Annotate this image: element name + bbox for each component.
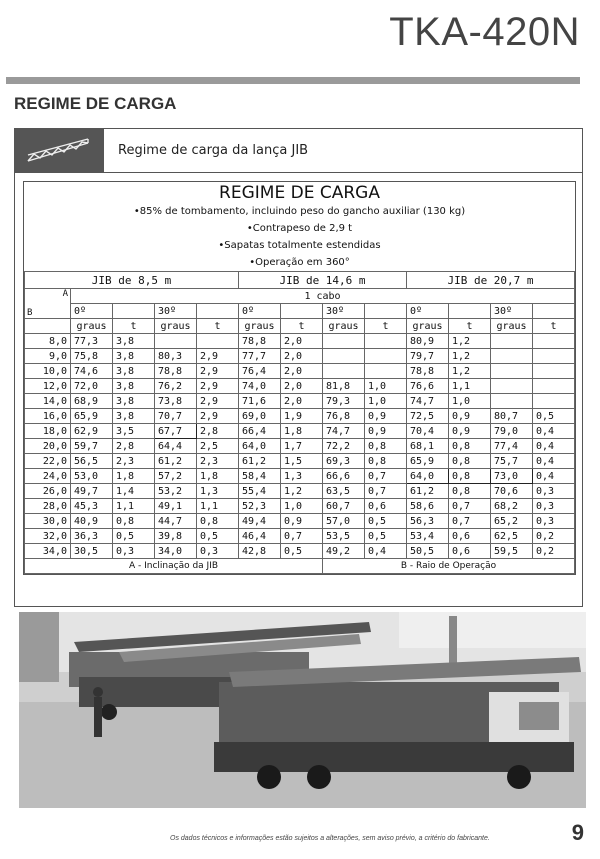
value-cell: 0,9 (449, 409, 491, 424)
section-title: REGIME DE CARGA (14, 94, 177, 113)
value-cell: 59,5 (491, 544, 533, 559)
value-cell: 39,8 (155, 529, 197, 544)
axis-corner-cell (25, 289, 71, 319)
value-cell: 52,3 (239, 499, 281, 514)
value-cell: 42,8 (239, 544, 281, 559)
angle-row (25, 304, 575, 319)
value-cell: 55,4 (239, 484, 281, 499)
value-cell: 77,7 (239, 349, 281, 364)
value-cell: 61,2 (407, 484, 449, 499)
value-cell: 1,1 (449, 379, 491, 394)
jib-icon (15, 129, 104, 172)
value-cell: 66,6 (323, 469, 365, 484)
unit-header: graus (407, 319, 449, 334)
value-cell: 2,9 (197, 364, 239, 379)
value-cell: 3,8 (113, 334, 155, 349)
value-cell: 0,8 (449, 439, 491, 454)
chart-heading: REGIME DE CARGA (219, 183, 380, 203)
value-cell: 2,8 (197, 424, 239, 439)
value-cell: 1,2 (449, 334, 491, 349)
unit-header: t (197, 319, 239, 334)
table-row (25, 484, 575, 499)
value-cell (323, 349, 365, 364)
panel-title: Regime de carga da lança JIB (118, 143, 309, 158)
radius-cell: 18,0 (25, 424, 71, 439)
value-cell (533, 334, 575, 349)
value-cell: 80,7 (491, 409, 533, 424)
value-cell: 59,7 (71, 439, 113, 454)
jib-header: JIB de 8,5 m (25, 272, 239, 289)
value-cell: 65,9 (407, 454, 449, 469)
unit-row (25, 319, 575, 334)
value-cell: 1,0 (365, 394, 407, 409)
value-cell: 74,0 (239, 379, 281, 394)
condition-line: •Operação em 360° (249, 257, 350, 268)
unit-header: graus (323, 319, 365, 334)
table-row (25, 364, 575, 379)
cabo-row (25, 289, 575, 304)
table-row (25, 349, 575, 364)
value-cell: 1,3 (281, 469, 323, 484)
value-cell: 0,4 (533, 424, 575, 439)
value-cell: 75,8 (71, 349, 113, 364)
value-cell: 0,9 (365, 409, 407, 424)
header-rule (6, 77, 580, 84)
value-cell (533, 394, 575, 409)
radius-cell: 32,0 (25, 529, 71, 544)
value-cell: 1,2 (281, 484, 323, 499)
value-cell: 64,4 (155, 439, 197, 454)
value-cell (197, 334, 239, 349)
value-cell: 58,6 (407, 499, 449, 514)
value-cell: 0,5 (281, 544, 323, 559)
value-cell: 2,9 (197, 349, 239, 364)
table-row (25, 394, 575, 409)
value-cell: 62,9 (71, 424, 113, 439)
value-cell: 0,6 (365, 499, 407, 514)
value-cell: 0,4 (533, 439, 575, 454)
unit-header: graus (239, 319, 281, 334)
value-cell: 49,7 (71, 484, 113, 499)
value-cell: 76,4 (239, 364, 281, 379)
value-cell: 1,8 (281, 424, 323, 439)
value-cell (491, 394, 533, 409)
jib-header: JIB de 20,7 m (407, 272, 575, 289)
value-cell: 40,9 (71, 514, 113, 529)
legend-a: A - Inclinação da JIB (25, 559, 323, 574)
value-cell: 58,4 (239, 469, 281, 484)
value-cell: 1,3 (197, 484, 239, 499)
value-cell: 0,8 (113, 514, 155, 529)
value-cell: 78,8 (407, 364, 449, 379)
value-cell: 0,7 (449, 514, 491, 529)
radius-cell: 20,0 (25, 439, 71, 454)
table-row (25, 424, 575, 439)
value-cell: 0,6 (449, 544, 491, 559)
value-cell: 0,5 (197, 529, 239, 544)
table-row (25, 469, 575, 484)
value-cell: 0,8 (365, 454, 407, 469)
value-cell: 69,3 (323, 454, 365, 469)
value-cell: 1,5 (281, 454, 323, 469)
load-chart (23, 181, 576, 575)
value-cell (365, 364, 407, 379)
value-cell: 0,9 (281, 514, 323, 529)
value-cell: 69,0 (239, 409, 281, 424)
value-cell: 0,8 (197, 514, 239, 529)
value-cell: 70,7 (155, 409, 197, 424)
value-cell: 0,7 (449, 499, 491, 514)
value-cell: 57,2 (155, 469, 197, 484)
value-cell: 0,9 (365, 424, 407, 439)
axis-b-label: B (27, 308, 33, 318)
table-row (25, 409, 575, 424)
value-cell: 44,7 (155, 514, 197, 529)
value-cell (323, 334, 365, 349)
value-cell: 62,5 (491, 529, 533, 544)
panel-header (15, 129, 582, 173)
value-cell: 0,3 (113, 544, 155, 559)
value-cell: 78,8 (155, 364, 197, 379)
page-number: 9 (571, 820, 584, 845)
unit-header: t (449, 319, 491, 334)
radius-cell: 10,0 (25, 364, 71, 379)
value-cell: 0,8 (449, 484, 491, 499)
value-cell: 77,3 (71, 334, 113, 349)
value-cell: 1,2 (449, 364, 491, 379)
radius-cell: 30,0 (25, 514, 71, 529)
value-cell: 2,3 (197, 454, 239, 469)
value-cell: 2,0 (281, 349, 323, 364)
legend-b: B - Raio de Operação (323, 559, 575, 574)
value-cell: 3,8 (113, 379, 155, 394)
value-cell: 0,5 (533, 409, 575, 424)
value-cell: 0,7 (365, 469, 407, 484)
legend-row (25, 559, 575, 574)
value-cell: 0,9 (449, 424, 491, 439)
value-cell: 68,1 (407, 439, 449, 454)
value-cell: 0,4 (533, 454, 575, 469)
value-cell: 2,0 (281, 334, 323, 349)
value-cell: 71,6 (239, 394, 281, 409)
value-cell: 3,8 (113, 409, 155, 424)
value-cell: 65,2 (491, 514, 533, 529)
angle-header: 30º (323, 304, 365, 319)
value-cell: 75,7 (491, 454, 533, 469)
angle-header: 0º (239, 304, 281, 319)
unit-header: t (533, 319, 575, 334)
value-cell: 68,9 (71, 394, 113, 409)
value-cell: 70,6 (491, 484, 533, 499)
value-cell (365, 334, 407, 349)
value-cell: 0,2 (533, 529, 575, 544)
value-cell: 1,9 (281, 409, 323, 424)
radius-cell: 34,0 (25, 544, 71, 559)
value-cell: 0,2 (533, 544, 575, 559)
value-cell: 0,5 (113, 529, 155, 544)
table-row (25, 439, 575, 454)
value-cell: 0,3 (533, 499, 575, 514)
angle-header: 0º (71, 304, 113, 319)
value-cell: 0,7 (281, 529, 323, 544)
table-row (25, 454, 575, 469)
value-cell: 1,2 (449, 349, 491, 364)
value-cell: 0,5 (365, 514, 407, 529)
value-cell: 1,8 (113, 469, 155, 484)
unit-header: t (365, 319, 407, 334)
value-cell: 74,7 (323, 424, 365, 439)
radius-cell: 8,0 (25, 334, 71, 349)
value-cell: 3,8 (113, 394, 155, 409)
value-cell: 45,3 (71, 499, 113, 514)
value-cell: 73,8 (155, 394, 197, 409)
value-cell: 1,0 (449, 394, 491, 409)
crane-photo (19, 612, 586, 808)
value-cell: 36,3 (71, 529, 113, 544)
table-row (25, 529, 575, 544)
value-cell (323, 364, 365, 379)
value-cell: 78,8 (239, 334, 281, 349)
value-cell: 1,0 (365, 379, 407, 394)
value-cell: 73,0 (491, 469, 533, 484)
value-cell: 79,3 (323, 394, 365, 409)
value-cell: 60,7 (323, 499, 365, 514)
value-cell: 3,5 (113, 424, 155, 439)
table-row (25, 499, 575, 514)
value-cell: 0,6 (449, 529, 491, 544)
value-cell: 0,8 (449, 454, 491, 469)
value-cell: 66,4 (239, 424, 281, 439)
value-cell: 2,9 (197, 394, 239, 409)
value-cell: 1,1 (197, 499, 239, 514)
angle-header: 30º (491, 304, 533, 319)
value-cell (491, 379, 533, 394)
table-row (25, 334, 575, 349)
value-cell: 1,8 (197, 469, 239, 484)
value-cell: 74,6 (71, 364, 113, 379)
value-cell: 63,5 (323, 484, 365, 499)
value-cell: 0,8 (365, 439, 407, 454)
radius-cell: 14,0 (25, 394, 71, 409)
radius-cell: 12,0 (25, 379, 71, 394)
model-title: TKA-420N (389, 10, 580, 54)
value-cell: 67,7 (155, 424, 197, 439)
unit-header: t (281, 319, 323, 334)
value-cell: 0,3 (533, 484, 575, 499)
angle-header: 30º (155, 304, 197, 319)
value-cell: 56,3 (407, 514, 449, 529)
load-table (24, 271, 575, 574)
condition-line: •85% de tombamento, incluindo peso do gancho auxiliar (130 kg) (133, 206, 466, 217)
value-cell: 34,0 (155, 544, 197, 559)
value-cell: 2,0 (281, 379, 323, 394)
value-cell: 2,5 (197, 439, 239, 454)
value-cell: 2,9 (197, 409, 239, 424)
value-cell: 0,7 (365, 484, 407, 499)
value-cell: 0,3 (533, 514, 575, 529)
value-cell: 64,0 (407, 469, 449, 484)
load-table-body (25, 334, 575, 559)
value-cell: 65,9 (71, 409, 113, 424)
value-cell: 61,2 (239, 454, 281, 469)
table-row (25, 514, 575, 529)
value-cell: 3,8 (113, 349, 155, 364)
value-cell: 46,4 (239, 529, 281, 544)
disclaimer: Os dados técnicos e informações estão sujeitos a alterações, sem aviso prévio, a critério do fabricante. (170, 835, 490, 842)
value-cell: 0,4 (365, 544, 407, 559)
value-cell: 1,1 (113, 499, 155, 514)
condition-line: •Sapatas totalmente estendidas (218, 240, 381, 251)
radius-cell: 26,0 (25, 484, 71, 499)
value-cell: 53,5 (323, 529, 365, 544)
value-cell: 2,8 (113, 439, 155, 454)
value-cell: 79,7 (407, 349, 449, 364)
unit-header: graus (491, 319, 533, 334)
radius-cell: 24,0 (25, 469, 71, 484)
value-cell: 72,5 (407, 409, 449, 424)
value-cell (533, 379, 575, 394)
jib-header-row (25, 272, 575, 289)
cabo-label: 1 cabo (71, 289, 575, 304)
value-cell: 49,2 (323, 544, 365, 559)
value-cell: 80,9 (407, 334, 449, 349)
value-cell: 1,0 (281, 499, 323, 514)
angle-header: 0º (407, 304, 449, 319)
value-cell: 30,5 (71, 544, 113, 559)
unit-header: graus (155, 319, 197, 334)
value-cell: 2,0 (281, 364, 323, 379)
value-cell (491, 364, 533, 379)
value-cell (491, 334, 533, 349)
table-row (25, 379, 575, 394)
radius-cell: 16,0 (25, 409, 71, 424)
value-cell: 68,2 (491, 499, 533, 514)
radius-cell: 9,0 (25, 349, 71, 364)
value-cell: 53,2 (155, 484, 197, 499)
value-cell: 0,4 (533, 469, 575, 484)
value-cell: 76,6 (407, 379, 449, 394)
value-cell: 0,5 (365, 529, 407, 544)
value-cell: 70,4 (407, 424, 449, 439)
radius-cell: 22,0 (25, 454, 71, 469)
value-cell: 64,0 (239, 439, 281, 454)
value-cell: 2,9 (197, 379, 239, 394)
value-cell: 61,2 (155, 454, 197, 469)
value-cell: 2,3 (113, 454, 155, 469)
value-cell: 50,5 (407, 544, 449, 559)
value-cell: 49,4 (239, 514, 281, 529)
load-chart-panel (14, 128, 583, 607)
value-cell: 49,1 (155, 499, 197, 514)
value-cell (365, 349, 407, 364)
value-cell: 3,8 (113, 364, 155, 379)
value-cell: 1,7 (281, 439, 323, 454)
condition-line: •Contrapeso de 2,9 t (246, 223, 353, 234)
value-cell: 57,0 (323, 514, 365, 529)
value-cell: 76,2 (155, 379, 197, 394)
axis-a-label: A (62, 289, 68, 299)
value-cell: 1,4 (113, 484, 155, 499)
value-cell: 77,4 (491, 439, 533, 454)
value-cell: 76,8 (323, 409, 365, 424)
value-cell: 80,3 (155, 349, 197, 364)
jib-header: JIB de 14,6 m (239, 272, 407, 289)
value-cell: 72,2 (323, 439, 365, 454)
value-cell: 53,4 (407, 529, 449, 544)
value-cell (533, 364, 575, 379)
value-cell: 53,0 (71, 469, 113, 484)
value-cell: 2,0 (281, 394, 323, 409)
value-cell (533, 349, 575, 364)
value-cell: 81,8 (323, 379, 365, 394)
unit-header: graus (71, 319, 113, 334)
value-cell (155, 334, 197, 349)
value-cell: 0,8 (449, 469, 491, 484)
value-cell: 56,5 (71, 454, 113, 469)
value-cell: 79,0 (491, 424, 533, 439)
value-cell: 0,3 (197, 544, 239, 559)
table-row (25, 544, 575, 559)
value-cell: 72,0 (71, 379, 113, 394)
value-cell (491, 349, 533, 364)
value-cell: 74,7 (407, 394, 449, 409)
radius-cell: 28,0 (25, 499, 71, 514)
unit-header: t (113, 319, 155, 334)
